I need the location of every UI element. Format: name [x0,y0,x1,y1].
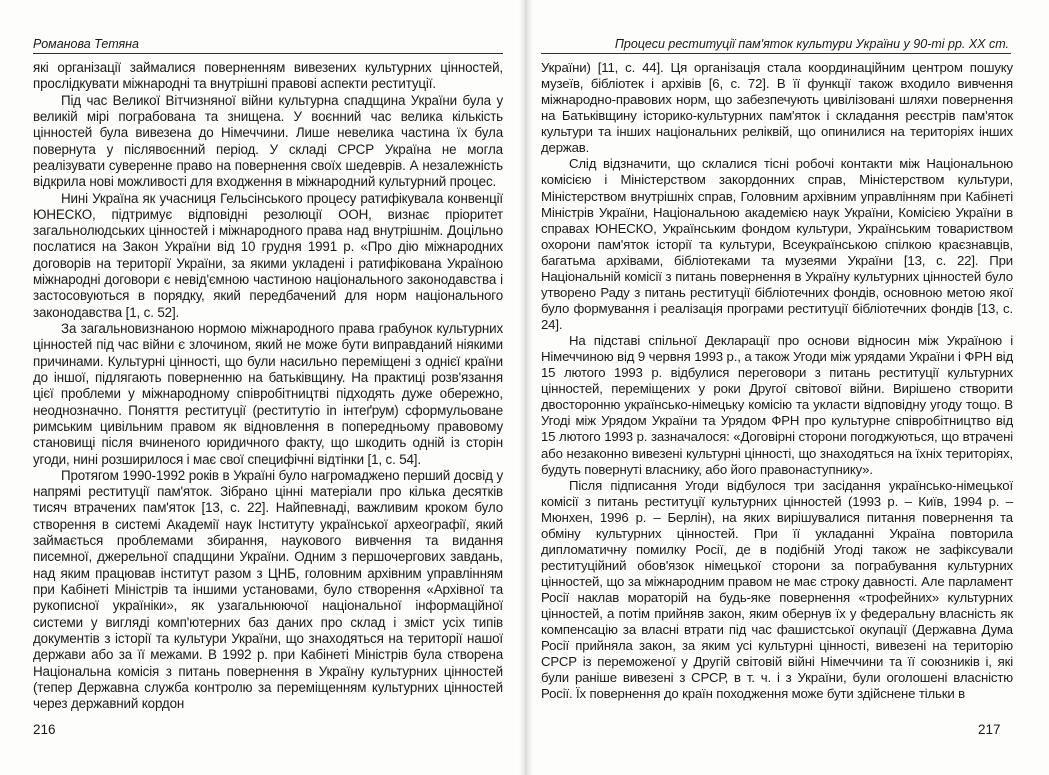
left-paragraph-5: Протягом 1990-1992 років в Україні було нагромаджено перший досвід у напрямі реституції пам'яток. Зібрано цінні матеріали про кілька десятків тисяч втрачених пам'яток [13, с. 22]. Найпевнаді, важливим кроком було створення в системі Академії наук Інституту української археографії, який займається проблемами збирання, наукового вивчення та видання писемної, джерельної спадщини України. Одним з першочергових завдань, над яким працював інститут разом з ЦНБ, головним архівним управлінням при Кабінеті Міністрів та іншими установами, було створення «Архівної та рукописної україніки», як узагальнюючої національної інформаційної системи у вигляді комп'ютерних баз даних про склад і зміст усіх типів документів з історії та культури України, що знаходяться на території нашої держави або за її межами. В 1992 р. при Кабінеті Міністрів була створена Національна комісія з питань повернення в Україну культурних цінностей (тепер Державна служба контролю за переміщенням культурних цінностей через державний кордон [33,467,503,712]
left-paragraph-2: Під час Великої Вітчизняної війни культурна спадщина України була у великій мірі пограбована та знищена. У воєнний час велика кількість цінностей була вивезена до Німеччини. Лише невелика частина їх була повернута у післявоєнний період. У складі СРСР Україна не могла реалізувати суверенне право на повернення своїх шедеврів. А незалежність відкрила нові можливості для входження в міжнародний культурний процес. [33,92,503,190]
left-running-header: Романова Тетяна [33,37,139,51]
left-page-number: 216 [33,722,56,737]
right-paragraph-4: Після підписання Угоди відбулося три засідання українсько-німецької комісії з питань реституції культурних цінностей (1993 р. – Київ, 1994 р. – Мюнхен, 1996 р. – Берлін), на яких вирішувалися питання повернення та обміну культурних цінностей. При її укладанні Україна повторила дипломатичну помилку Росії, де в подібній Угоді також не зафіксували реституційний обов'язок німецької сторони за пограбування культурних цінностей, що за міжнародним правом не має строку давності. Але парламент Росії наклав мораторій на будь-яке повернення «трофейних» культурних цінностей, а потім прийняв закон, яким обернув їх у федеральну власність як компенсацію за власні втрати під час фашистської окупації (Державна Дума Росії прийняла закон, за яким усі культурні цінності, вивезені на територію СРСР із переможеної у Другій світовій війні Німеччини та її союзників і, які були раніше вивезені з СРСР, в т. ч. і з України, були оголошені власністю Росії. Їх повернення до країн походження може бути здійснене тільки в [541,477,1013,702]
left-page-body [33,60,503,713]
right-paragraph-2: Слід відзначити, що склалися тісні робочі контакти між Національною комісією і Міністерством закордонних справ, Міністерством культури, Міністерством внутрішніх справ, Головним архівним управлінням при Кабінеті Міністрів України, Національною академією наук України, Комісією України в справах ЮНЕСКО, Українським фондом культури, Українським товариством охорони пам'яток історії та культури, Всеукраїнською спілкою краєзнавців, багатьма архівами, бібліотеками та музеями України [13, с. 22]. При Національній комісії з питань повернення в Україну культурних цінностей було утворено Раду з питань реституції бібліотечних фондів, основною метою якої було формування і реалізація програми реституції бібліотечних фондів [13, с. 24]. [541,156,1013,332]
right-paragraph-1: України) [11, с. 44]. Ця організація стала координаційним центром пошуку музеїв, бібліотек і архівів [6, с. 72]. В її функції також входило вивчення міжнародно-правових норм, що забезпечують цивілізовані шляхи повернення на Батьківщину історико-культурних пам'яток і складання реєстрів пам'яток культури та інших національних реліквій, що опинилися на територіях інших держав. [541,60,1013,156]
left-paragraph-4: За загальновизнаною нормою міжнародного права грабунок культурних цінностей під час війни є злочином, який не може бути виправданий ніякими причинами. Культурні цінності, що були насильно переміщені з однієї країни до іншої, підлягають поверненню на батьківщину. На практиці розв'язання цієї проблеми у міжнародному співробітництві підходять дуже обережно, неоднозначно. Поняття реституції (реститутіо in інтеґрум) сформульоване римським цивільним правом як відновлення в попередньому правовому становищі після вчиненого юридичного факту, що шкодить одній із сторін угоди, нині розширилося і має свої специфічні відтінки [1, с. 54]. [33,321,503,467]
left-paragraph-3: Нині Україна як учасниця Гельсінського процесу ратифікувала конвенції ЮНЕСКО, підтримує відповідні резолюції ООН, визнає пріоритет загальнолюдських цінностей і міжнародного права над внутрішнім. Доцільно послатися на Закон України від 10 грудня 1991 р. «Про дію міжнародних договорів на території України, за якими укладені і ратифікована Україною міжнародні договори є невід'ємною частиною національного законодавства і застосовуються в порядку, який передбачений для норм національного законодавства [1, с. 52]. [33,190,503,320]
book-gutter-shadow [519,0,533,775]
right-page [525,0,1049,775]
right-header-rule [541,53,1011,54]
right-running-header: Процеси реституції пам'яток культури України у 90-ті рр. XX ст. [614,37,1009,51]
right-paragraph-3: На підставі спільної Декларації про основи відносин між Україною і Німеччиною від 9 червня 1993 р., а також Угоди між урядами України і ФРН від 15 лютого 1993 р. відбулися переговори з питань реституції культурних цінностей, переміщених у роки Другої світової війни. Вирішено створити двосторонню українсько-німецьку комісію та укласти відповідну угоду тощо. В Угоді між Урядом України та Урядом ФРН про культурне співробітництво від 15 лютого 1993 р. зазначалося: «Договірні сторони погоджуються, що втрачені або незаконно вивезені культурні цінності, що знаходяться на їхніх територіях, будуть повернуті власнику, або його правонаступнику». [541,333,1013,477]
left-header-rule [33,53,503,54]
left-paragraph-1: які організації займалися поверненням вивезених культурних цінностей, прослідкувати міжнародні та внутрішні правові аспекти реституції. [33,60,503,92]
right-page-body [541,60,1013,703]
right-page-number: 217 [978,722,1001,737]
